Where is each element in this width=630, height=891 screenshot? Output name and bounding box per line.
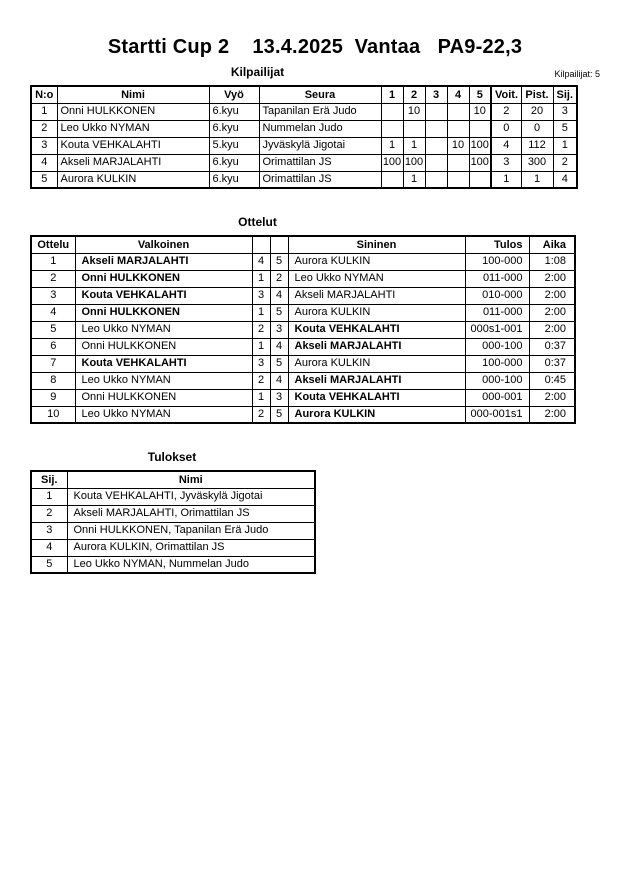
result-cell: 100-000 [465,355,529,372]
score5-cell: 100 [469,154,491,171]
number-cell: 3 [31,137,57,154]
score2-cell [403,120,425,137]
white-number-cell: 1 [252,304,270,321]
result-cell: 011-000 [465,304,529,321]
competitors-column-header: 2 [403,86,425,103]
white-number-cell: 2 [252,406,270,423]
club-cell: Jyväskylä Jigotai [259,137,381,154]
match-number-cell: 8 [31,372,75,389]
blue-name-cell: Akseli MARJALAHTI [288,287,465,304]
match-row [31,355,575,372]
white-number-cell: 3 [252,355,270,372]
white-number-cell: 2 [252,321,270,338]
matches-column-header: Valkoinen [75,236,252,253]
number-cell: 5 [31,171,57,188]
score3-cell [425,137,447,154]
match-number-cell: 4 [31,304,75,321]
blue-number-cell: 5 [270,253,288,270]
match-row [31,287,575,304]
match-row [31,253,575,270]
wins-cell: 1 [491,171,521,188]
points-cell: 300 [521,154,553,171]
blue-number-cell: 5 [270,406,288,423]
score4-cell [447,171,469,188]
club-cell: Orimattilan JS [259,171,381,188]
belt-cell: 6.kyu [209,154,259,171]
name-cell: Leo Ukko NYMAN [57,120,209,137]
matches-column-header: Aika [529,236,575,253]
result-cell: 000-100 [465,338,529,355]
place-cell: 3 [553,103,577,120]
score1-cell [381,171,403,188]
time-cell: 0:45 [529,372,575,389]
score1-cell: 100 [381,154,403,171]
white-name-cell: Leo Ukko NYMAN [75,372,252,389]
match-number-cell: 10 [31,406,75,423]
result-cell: 000-001s1 [465,406,529,423]
club-cell: Orimattilan JS [259,154,381,171]
place-cell: 5 [31,556,67,573]
white-number-cell: 1 [252,389,270,406]
blue-name-cell: Kouta VEHKALAHTI [288,321,465,338]
blue-number-cell: 2 [270,270,288,287]
blue-number-cell: 3 [270,389,288,406]
time-cell: 0:37 [529,355,575,372]
match-number-cell: 1 [31,253,75,270]
time-cell: 2:00 [529,321,575,338]
competitors-column-header: Pist. [521,86,553,103]
competitor-row [31,154,577,171]
result-row [31,556,315,573]
result-cell: 000-100 [465,372,529,389]
score3-cell [425,120,447,137]
score4-cell [447,154,469,171]
blue-number-cell: 4 [270,338,288,355]
competitors-column-header: 5 [469,86,491,103]
competitors-column-header: Sij. [553,86,577,103]
blue-name-cell: Leo Ukko NYMAN [288,270,465,287]
competitor-row [31,103,577,120]
white-name-cell: Leo Ukko NYMAN [75,321,252,338]
result-cell: 100-000 [465,253,529,270]
score1-cell: 1 [381,137,403,154]
blue-number-cell: 5 [270,304,288,321]
score4-cell [447,120,469,137]
white-name-cell: Leo Ukko NYMAN [75,406,252,423]
competitors-header-row [31,86,577,103]
points-cell: 112 [521,137,553,154]
wins-cell: 0 [491,120,521,137]
place-cell: 5 [553,120,577,137]
belt-cell: 6.kyu [209,171,259,188]
white-name-cell: Kouta VEHKALAHTI [75,287,252,304]
time-cell: 2:00 [529,389,575,406]
results-column-header: Nimi [67,471,315,488]
belt-cell: 5.kyu [209,137,259,154]
blue-name-cell: Kouta VEHKALAHTI [288,389,465,406]
result-row [31,522,315,539]
white-name-cell: Onni HULKKONEN [75,338,252,355]
match-number-cell: 7 [31,355,75,372]
score2-cell: 10 [403,103,425,120]
points-cell: 0 [521,120,553,137]
name-cell: Leo Ukko NYMAN, Nummelan Judo [67,556,315,573]
name-cell: Onni HULKKONEN, Tapanilan Erä Judo [67,522,315,539]
white-number-cell: 1 [252,338,270,355]
white-number-cell: 4 [252,253,270,270]
score4-cell: 10 [447,137,469,154]
name-cell: Akseli MARJALAHTI, Orimattilan JS [67,505,315,522]
blue-name-cell: Aurora KULKIN [288,406,465,423]
competitors-column-header: Seura [259,86,381,103]
score3-cell [425,103,447,120]
place-cell: 3 [31,522,67,539]
score5-cell: 10 [469,103,491,120]
competitors-column-header: Nimi [57,86,209,103]
time-cell: 2:00 [529,270,575,287]
score5-cell: 100 [469,137,491,154]
competitors-column-header: 4 [447,86,469,103]
competitor-row [31,137,577,154]
place-cell: 4 [31,539,67,556]
white-name-cell: Onni HULKKONEN [75,270,252,287]
place-cell: 2 [553,154,577,171]
match-row [31,372,575,389]
time-cell: 2:00 [529,304,575,321]
white-name-cell: Akseli MARJALAHTI [75,253,252,270]
score1-cell [381,120,403,137]
score5-cell [469,171,491,188]
wins-cell: 4 [491,137,521,154]
competitors-column-header: Vyö [209,86,259,103]
competitors-table [30,85,578,189]
match-row [31,321,575,338]
results-column-header: Sij. [31,471,67,488]
number-cell: 2 [31,120,57,137]
results-header-row [31,471,315,488]
belt-cell: 6.kyu [209,120,259,137]
blue-name-cell: Aurora KULKIN [288,304,465,321]
white-name-cell: Kouta VEHKALAHTI [75,355,252,372]
blue-number-cell: 4 [270,287,288,304]
blue-name-cell: Aurora KULKIN [288,253,465,270]
score2-cell: 1 [403,137,425,154]
match-row [31,389,575,406]
white-number-cell: 2 [252,372,270,389]
ottelut-heading: Ottelut [238,215,277,229]
score3-cell [425,171,447,188]
name-cell: Kouta VEHKALAHTI [57,137,209,154]
match-number-cell: 3 [31,287,75,304]
white-number-cell: 3 [252,287,270,304]
score3-cell [425,154,447,171]
score4-cell [447,103,469,120]
blue-number-cell: 4 [270,372,288,389]
matches-column-header: Ottelu [31,236,75,253]
result-cell: 011-000 [465,270,529,287]
blue-number-cell: 5 [270,355,288,372]
name-cell: Aurora KULKIN [57,171,209,188]
wins-cell: 3 [491,154,521,171]
competitors-column-header: 1 [381,86,403,103]
matches-header-row [31,236,575,253]
time-cell: 2:00 [529,406,575,423]
blue-name-cell: Aurora KULKIN [288,355,465,372]
match-row [31,304,575,321]
belt-cell: 6.kyu [209,103,259,120]
results-table [30,470,316,574]
place-cell: 4 [553,171,577,188]
place-cell: 2 [31,505,67,522]
page-title: Startti Cup 2 13.4.2025 Vantaa PA9-22,3 [107,36,523,58]
number-cell: 1 [31,103,57,120]
match-number-cell: 9 [31,389,75,406]
points-cell: 20 [521,103,553,120]
name-cell: Kouta VEHKALAHTI, Jyväskylä Jigotai [67,488,315,505]
name-cell: Aurora KULKIN, Orimattilan JS [67,539,315,556]
match-row [31,338,575,355]
competitors-column-header: 3 [425,86,447,103]
kilpailijat-heading: Kilpailijat [230,65,285,79]
competitors-column-header: Voit. [491,86,521,103]
matches-column-header: Tulos [465,236,529,253]
result-row [31,488,315,505]
wins-cell: 2 [491,103,521,120]
score1-cell [381,103,403,120]
result-cell: 000-001 [465,389,529,406]
name-cell: Onni HULKKONEN [57,103,209,120]
club-cell: Nummelan Judo [259,120,381,137]
club-cell: Tapanilan Erä Judo [259,103,381,120]
blue-number-cell: 3 [270,321,288,338]
blue-name-cell: Akseli MARJALAHTI [288,372,465,389]
tulokset-heading: Tulokset [147,450,197,464]
competitors-count: Kilpailijat: 5 [554,69,600,79]
matches-column-header: Sininen [288,236,465,253]
match-row [31,270,575,287]
points-cell: 1 [521,171,553,188]
competitors-column-header: N:o [31,86,57,103]
matches-column-header [252,236,270,253]
matches-table [30,235,576,424]
score5-cell [469,120,491,137]
match-number-cell: 5 [31,321,75,338]
result-row [31,505,315,522]
match-number-cell: 6 [31,338,75,355]
time-cell: 2:00 [529,287,575,304]
match-number-cell: 2 [31,270,75,287]
time-cell: 1:08 [529,253,575,270]
score2-cell: 100 [403,154,425,171]
white-name-cell: Onni HULKKONEN [75,389,252,406]
result-cell: 000s1-001 [465,321,529,338]
place-cell: 1 [553,137,577,154]
blue-name-cell: Akseli MARJALAHTI [288,338,465,355]
white-number-cell: 1 [252,270,270,287]
number-cell: 4 [31,154,57,171]
score2-cell: 1 [403,171,425,188]
matches-column-header [270,236,288,253]
result-cell: 010-000 [465,287,529,304]
competitor-row [31,120,577,137]
match-row [31,406,575,423]
result-row [31,539,315,556]
name-cell: Akseli MARJALAHTI [57,154,209,171]
place-cell: 1 [31,488,67,505]
time-cell: 0:37 [529,338,575,355]
white-name-cell: Onni HULKKONEN [75,304,252,321]
competitor-row [31,171,577,188]
